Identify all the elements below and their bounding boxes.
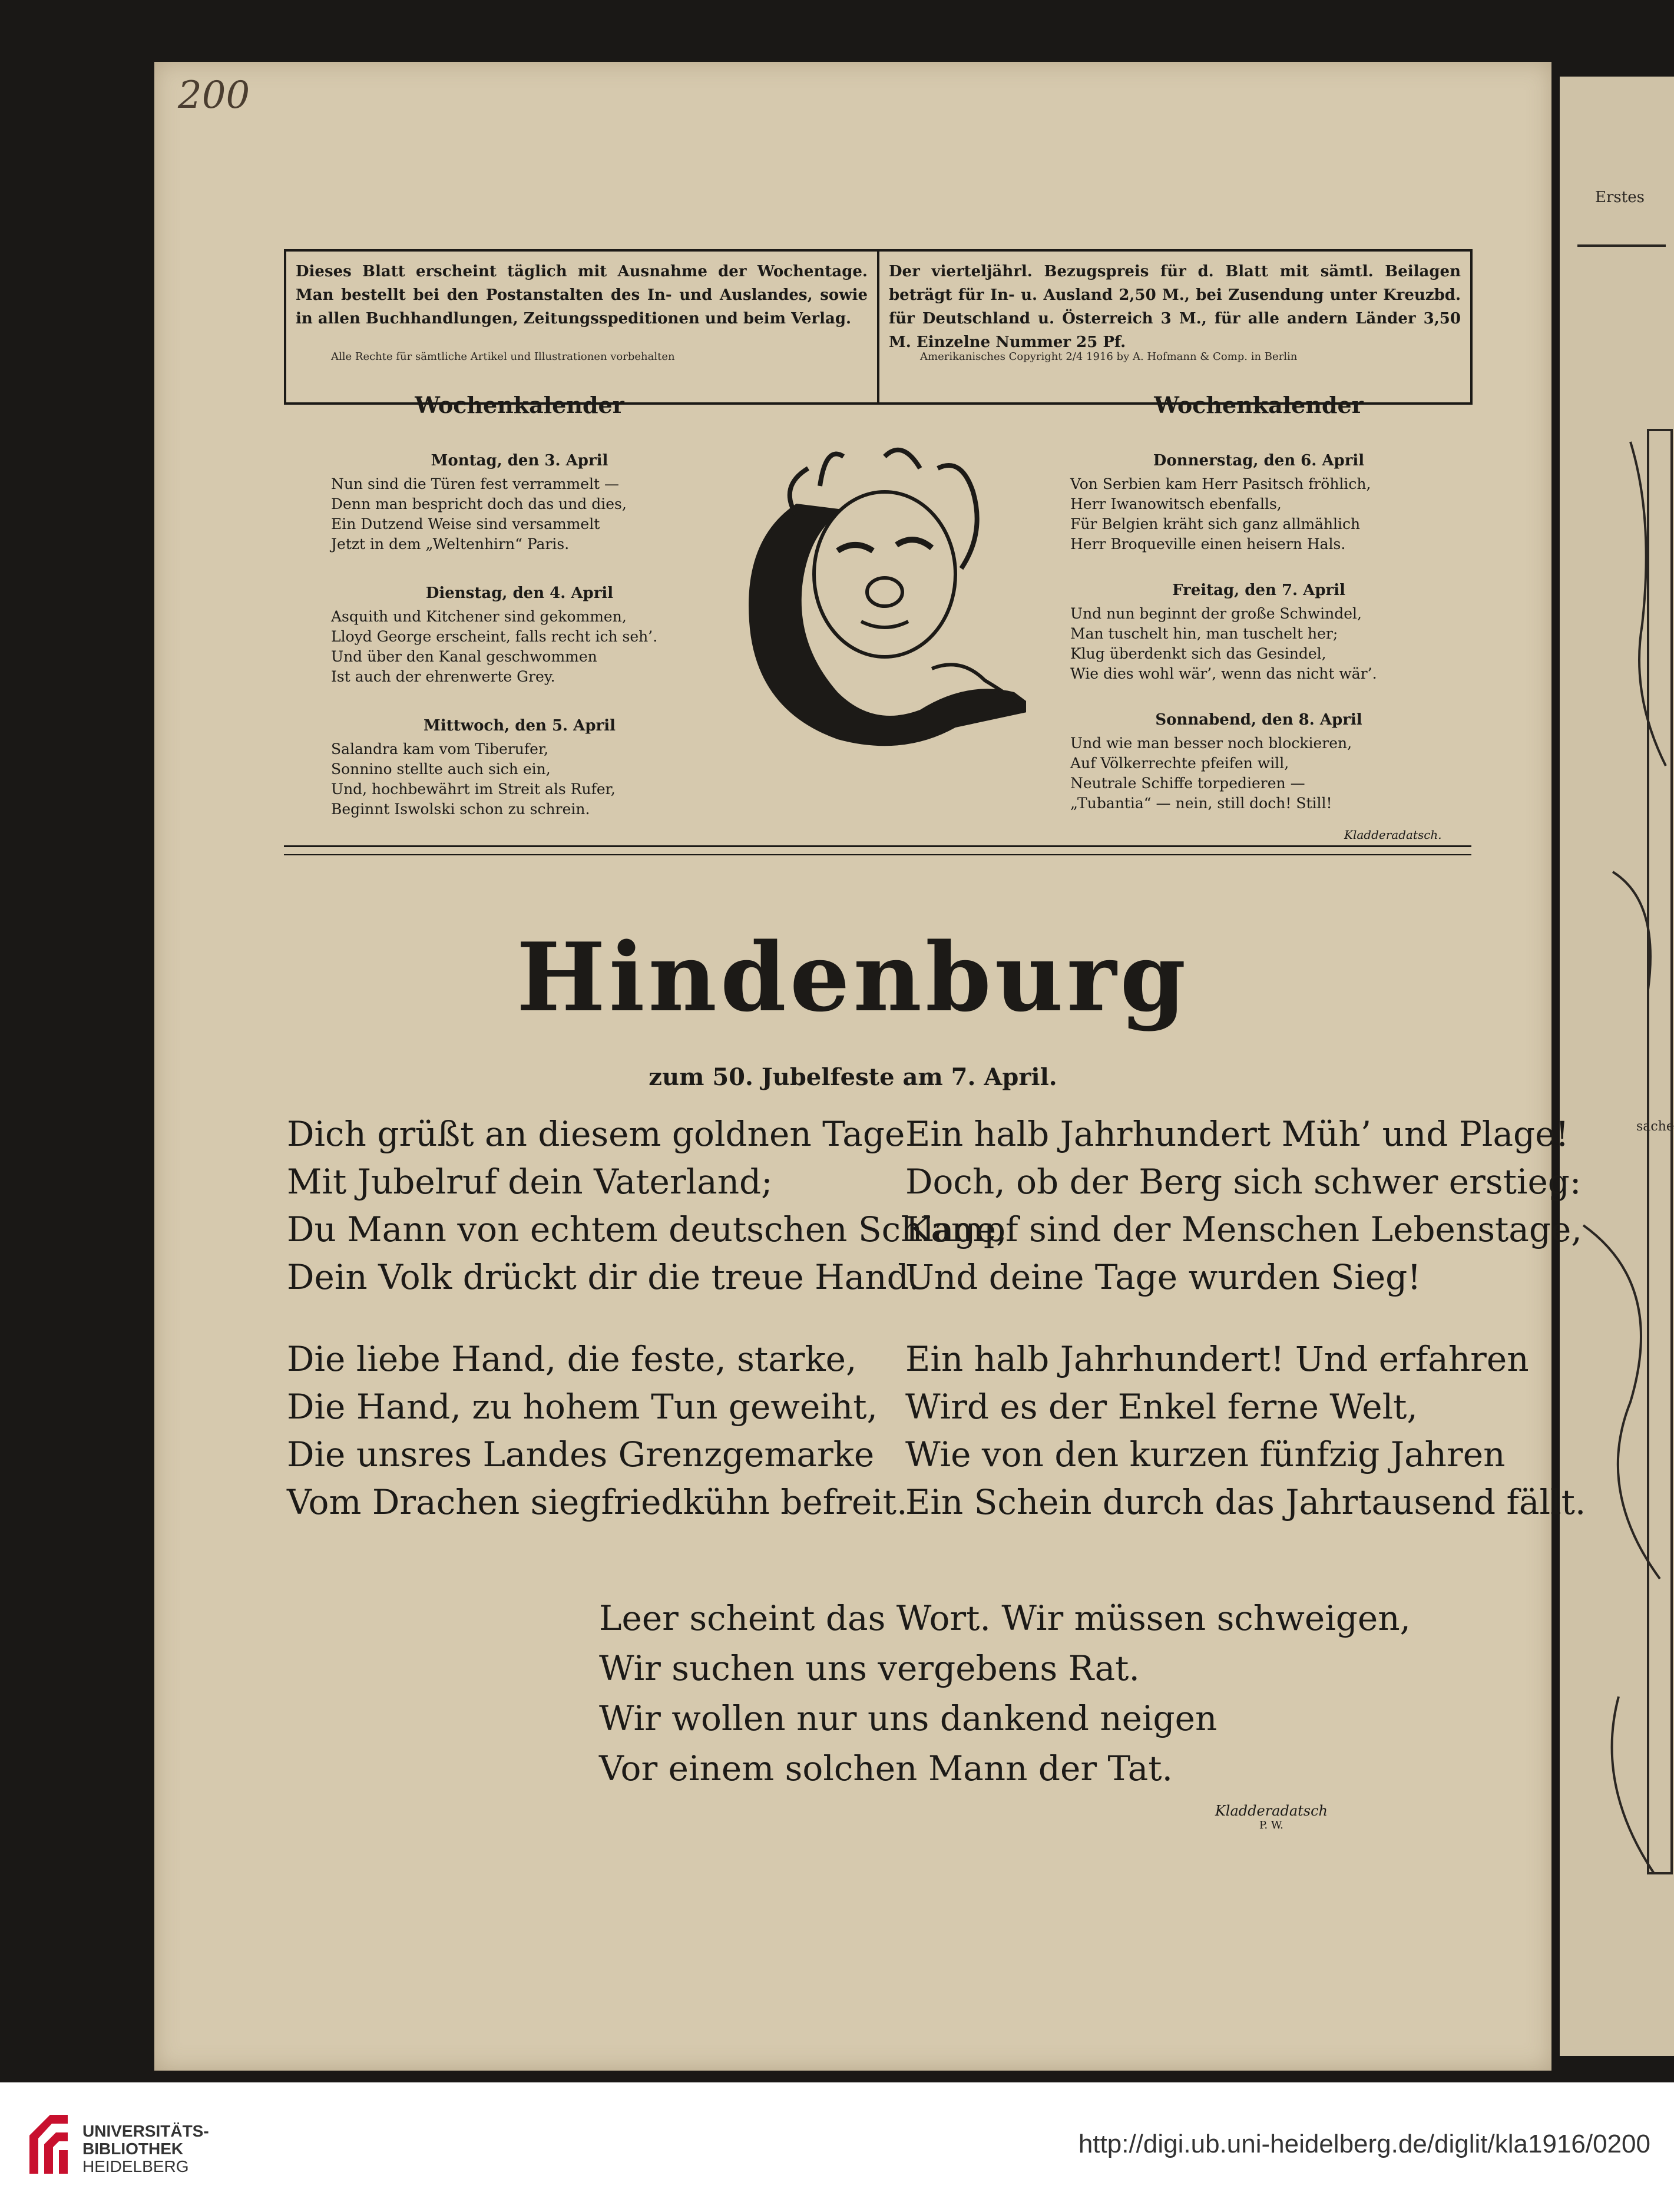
calendar-verse-line: Asquith und Kitchener sind gekommen, — [331, 608, 627, 625]
poem-line: Dich grüßt an diesem goldnen Tage — [287, 1114, 905, 1154]
right-calendar-day — [1070, 451, 1447, 554]
caricature-illustration — [708, 433, 1026, 763]
calendar-verse-line: Man tuschelt hin, man tuschelt her; — [1070, 625, 1338, 642]
poem-line: Mit Jubelruf dein Vaterland; — [287, 1162, 773, 1202]
calendar-verse-line: Neutrale Schiffe torpedieren — — [1070, 775, 1305, 792]
facing-page — [1560, 77, 1674, 2056]
poem-line: Wir wollen nur uns dankend neigen — [599, 1698, 1218, 1738]
poem-line: Ein halb Jahrhundert Müh’ und Plage! — [905, 1114, 1569, 1154]
calendar-verse-line: Herr Broqueville einen heisern Hals. — [1070, 535, 1346, 553]
poem-line: Die Hand, zu hohem Tun geweiht, — [287, 1387, 878, 1427]
right-calendar-day — [1070, 710, 1447, 814]
facing-page-rule — [1577, 244, 1666, 247]
calendar-verse-line: Und, hochbewährt im Streit als Rufer, — [331, 781, 616, 798]
poem-line: Vor einem solchen Mann der Tat. — [599, 1748, 1173, 1788]
poem-title: Hindenburg — [516, 922, 1190, 1033]
poem-line: Die unsres Landes Grenzgemarke — [287, 1434, 875, 1474]
poem-line: Vom Drachen siegfriedkühn befreit. — [287, 1482, 908, 1522]
signature-publication: Kladderadatsch — [1215, 1803, 1328, 1819]
rights-notice: Alle Rechte für sämtliche Artikel und Illustrationen vorbehalten — [331, 351, 675, 363]
left-calendar-day — [331, 716, 708, 819]
calendar-verse-line: „Tubantia“ — nein, still doch! Still! — [1070, 795, 1332, 812]
source-url[interactable]: http://digi.ub.uni-heidelberg.de/diglit/kla1916/0200 — [1078, 2130, 1650, 2158]
left-calendar-day — [331, 451, 708, 554]
copyright-notice: Amerikanisches Copyright 2/4 1916 by A. Hofmann & Comp. in Berlin — [920, 351, 1298, 363]
calendar-day-heading: Freitag, den 7. April — [1172, 581, 1345, 599]
poem-line: Ein halb Jahrhundert! Und erfahren — [905, 1339, 1529, 1379]
subscription-info-box — [284, 249, 1473, 405]
library-name — [82, 2122, 209, 2175]
poem-subtitle: zum 50. Jubelfeste am 7. April. — [649, 1063, 1057, 1091]
calendar-verse-line: Wie dies wohl wär’, wenn das nicht wär’. — [1070, 665, 1377, 682]
calendar-verse-line: Auf Völkerrechte pfeifen will, — [1070, 755, 1289, 772]
calendar-verse-line: Von Serbien kam Herr Pasitsch fröhlich, — [1070, 475, 1371, 492]
right-calendar-day — [1070, 580, 1447, 684]
calendar-verse-line: Und nun beginnt der große Schwindel, — [1070, 605, 1362, 622]
calendar-verse-line: Ist auch der ehrenwerte Grey. — [331, 668, 555, 685]
library-name-line: BIBLIOTHEK — [82, 2140, 184, 2158]
facing-page-fragment: Erstes — [1595, 189, 1645, 206]
calendar-verse-line: Und über den Kanal geschwommen — [331, 648, 597, 665]
calendar-day-heading: Donnerstag, den 6. April — [1153, 452, 1365, 469]
poem-stanza — [287, 1335, 1007, 1526]
poem-line: Und deine Tage wurden Sieg! — [905, 1257, 1421, 1297]
poem-line: Doch, ob der Berg sich schwer erstieg: — [905, 1162, 1582, 1202]
poem-line: Du Mann von echtem deutschen Schlage, — [287, 1209, 1007, 1249]
poem-signature — [1215, 1803, 1328, 1831]
calendar-verse-line: Nun sind die Türen fest verrammelt — — [331, 475, 620, 492]
poem-right-column — [905, 1110, 1586, 1560]
right-calendar-title: Wochenkalender — [1154, 392, 1364, 418]
poem-line: Die liebe Hand, die feste, starke, — [287, 1339, 857, 1379]
poem-stanza — [287, 1110, 1007, 1301]
poem-final-stanza — [599, 1593, 1411, 1794]
library-footer — [0, 2082, 1674, 2212]
newspaper-page — [154, 62, 1586, 2071]
calendar-verse-line: Beginnt Iswolski schon zu schrein. — [331, 801, 590, 818]
poem-line: Wir suchen uns vergebens Rat. — [599, 1648, 1140, 1688]
page-number: 200 — [178, 74, 250, 117]
poem-line: Ein Schein durch das Jahrtausend fällt. — [905, 1482, 1586, 1522]
poem-line: Kampf sind der Menschen Lebenstage, — [905, 1209, 1582, 1249]
calendar-verse-line: Ein Dutzend Weise sind versammelt — [331, 515, 600, 533]
calendar-verse-line: Salandra kam vom Tiberufer, — [331, 740, 549, 758]
calendar-credit: Kladderadatsch. — [1344, 828, 1442, 842]
calendar-day-heading: Montag, den 3. April — [431, 452, 608, 469]
calendar-verse-line: Und wie man besser noch blockieren, — [1070, 735, 1352, 752]
price-info: Der vierteljährl. Bezugspreis für d. Blatt mit sämtl. Beilagen beträgt für In- u. Ausland 2,50 M., bei Zusendung unter Kreuzbd. für Deutschland u. Österreich 3 M., für alle andern Länder 3,50 M. Einzelne Nummer 25 Pf. — [877, 252, 1470, 402]
poem-line: Wie von den kurzen fünfzig Jahren — [905, 1434, 1506, 1474]
publication-info: Dieses Blatt erscheint täglich mit Ausnahme der Wochentage. Man bestellt bei den Postanstalten des In- und Auslandes, sowie in allen Buchhandlungen, Zeitungsspeditionen und beim Verlag. — [296, 263, 868, 328]
poem-line: Leer scheint das Wort. Wir müssen schweigen, — [599, 1598, 1411, 1638]
calendar-day-heading: Dienstag, den 4. April — [425, 584, 614, 602]
poem-line: Wird es der Enkel ferne Welt, — [905, 1387, 1418, 1427]
calendar-verse-line: Jetzt in dem „Weltenhirn“ Paris. — [331, 535, 570, 553]
calendar-verse-line: Für Belgien kräht sich ganz allmählich — [1070, 515, 1361, 533]
calendar-verse-line: Klug überdenkt sich das Gesindel, — [1070, 645, 1326, 662]
poem-stanza — [905, 1110, 1586, 1301]
calendar-verse-line: Herr Iwanowitsch ebenfalls, — [1070, 495, 1282, 513]
poem-stanza — [905, 1335, 1586, 1526]
calendar-verse-line: Lloyd George erscheint, falls recht ich seh’. — [331, 628, 658, 645]
library-name-line: HEIDELBERG — [82, 2157, 189, 2175]
signature-initials: P. W. — [1259, 1819, 1283, 1831]
calendar-day-heading: Sonnabend, den 8. April — [1155, 711, 1362, 729]
poem-left-column — [287, 1110, 1007, 1560]
left-calendar-day — [331, 583, 708, 687]
calendar-day-heading: Mittwoch, den 5. April — [424, 717, 616, 735]
facing-page-fragment: sache — [1636, 1119, 1674, 1134]
library-name-line: UNIVERSITÄTS- — [82, 2122, 209, 2140]
poem-line: Dein Volk drückt dir die treue Hand. — [287, 1257, 920, 1297]
calendar-verse-line: Sonnino stellte auch sich ein, — [331, 761, 551, 778]
section-divider — [284, 845, 1471, 855]
calendar-verse-line: Denn man bespricht doch das und dies, — [331, 495, 627, 513]
library-logo-icon — [24, 2112, 71, 2177]
left-calendar-title: Wochenkalender — [415, 392, 624, 418]
